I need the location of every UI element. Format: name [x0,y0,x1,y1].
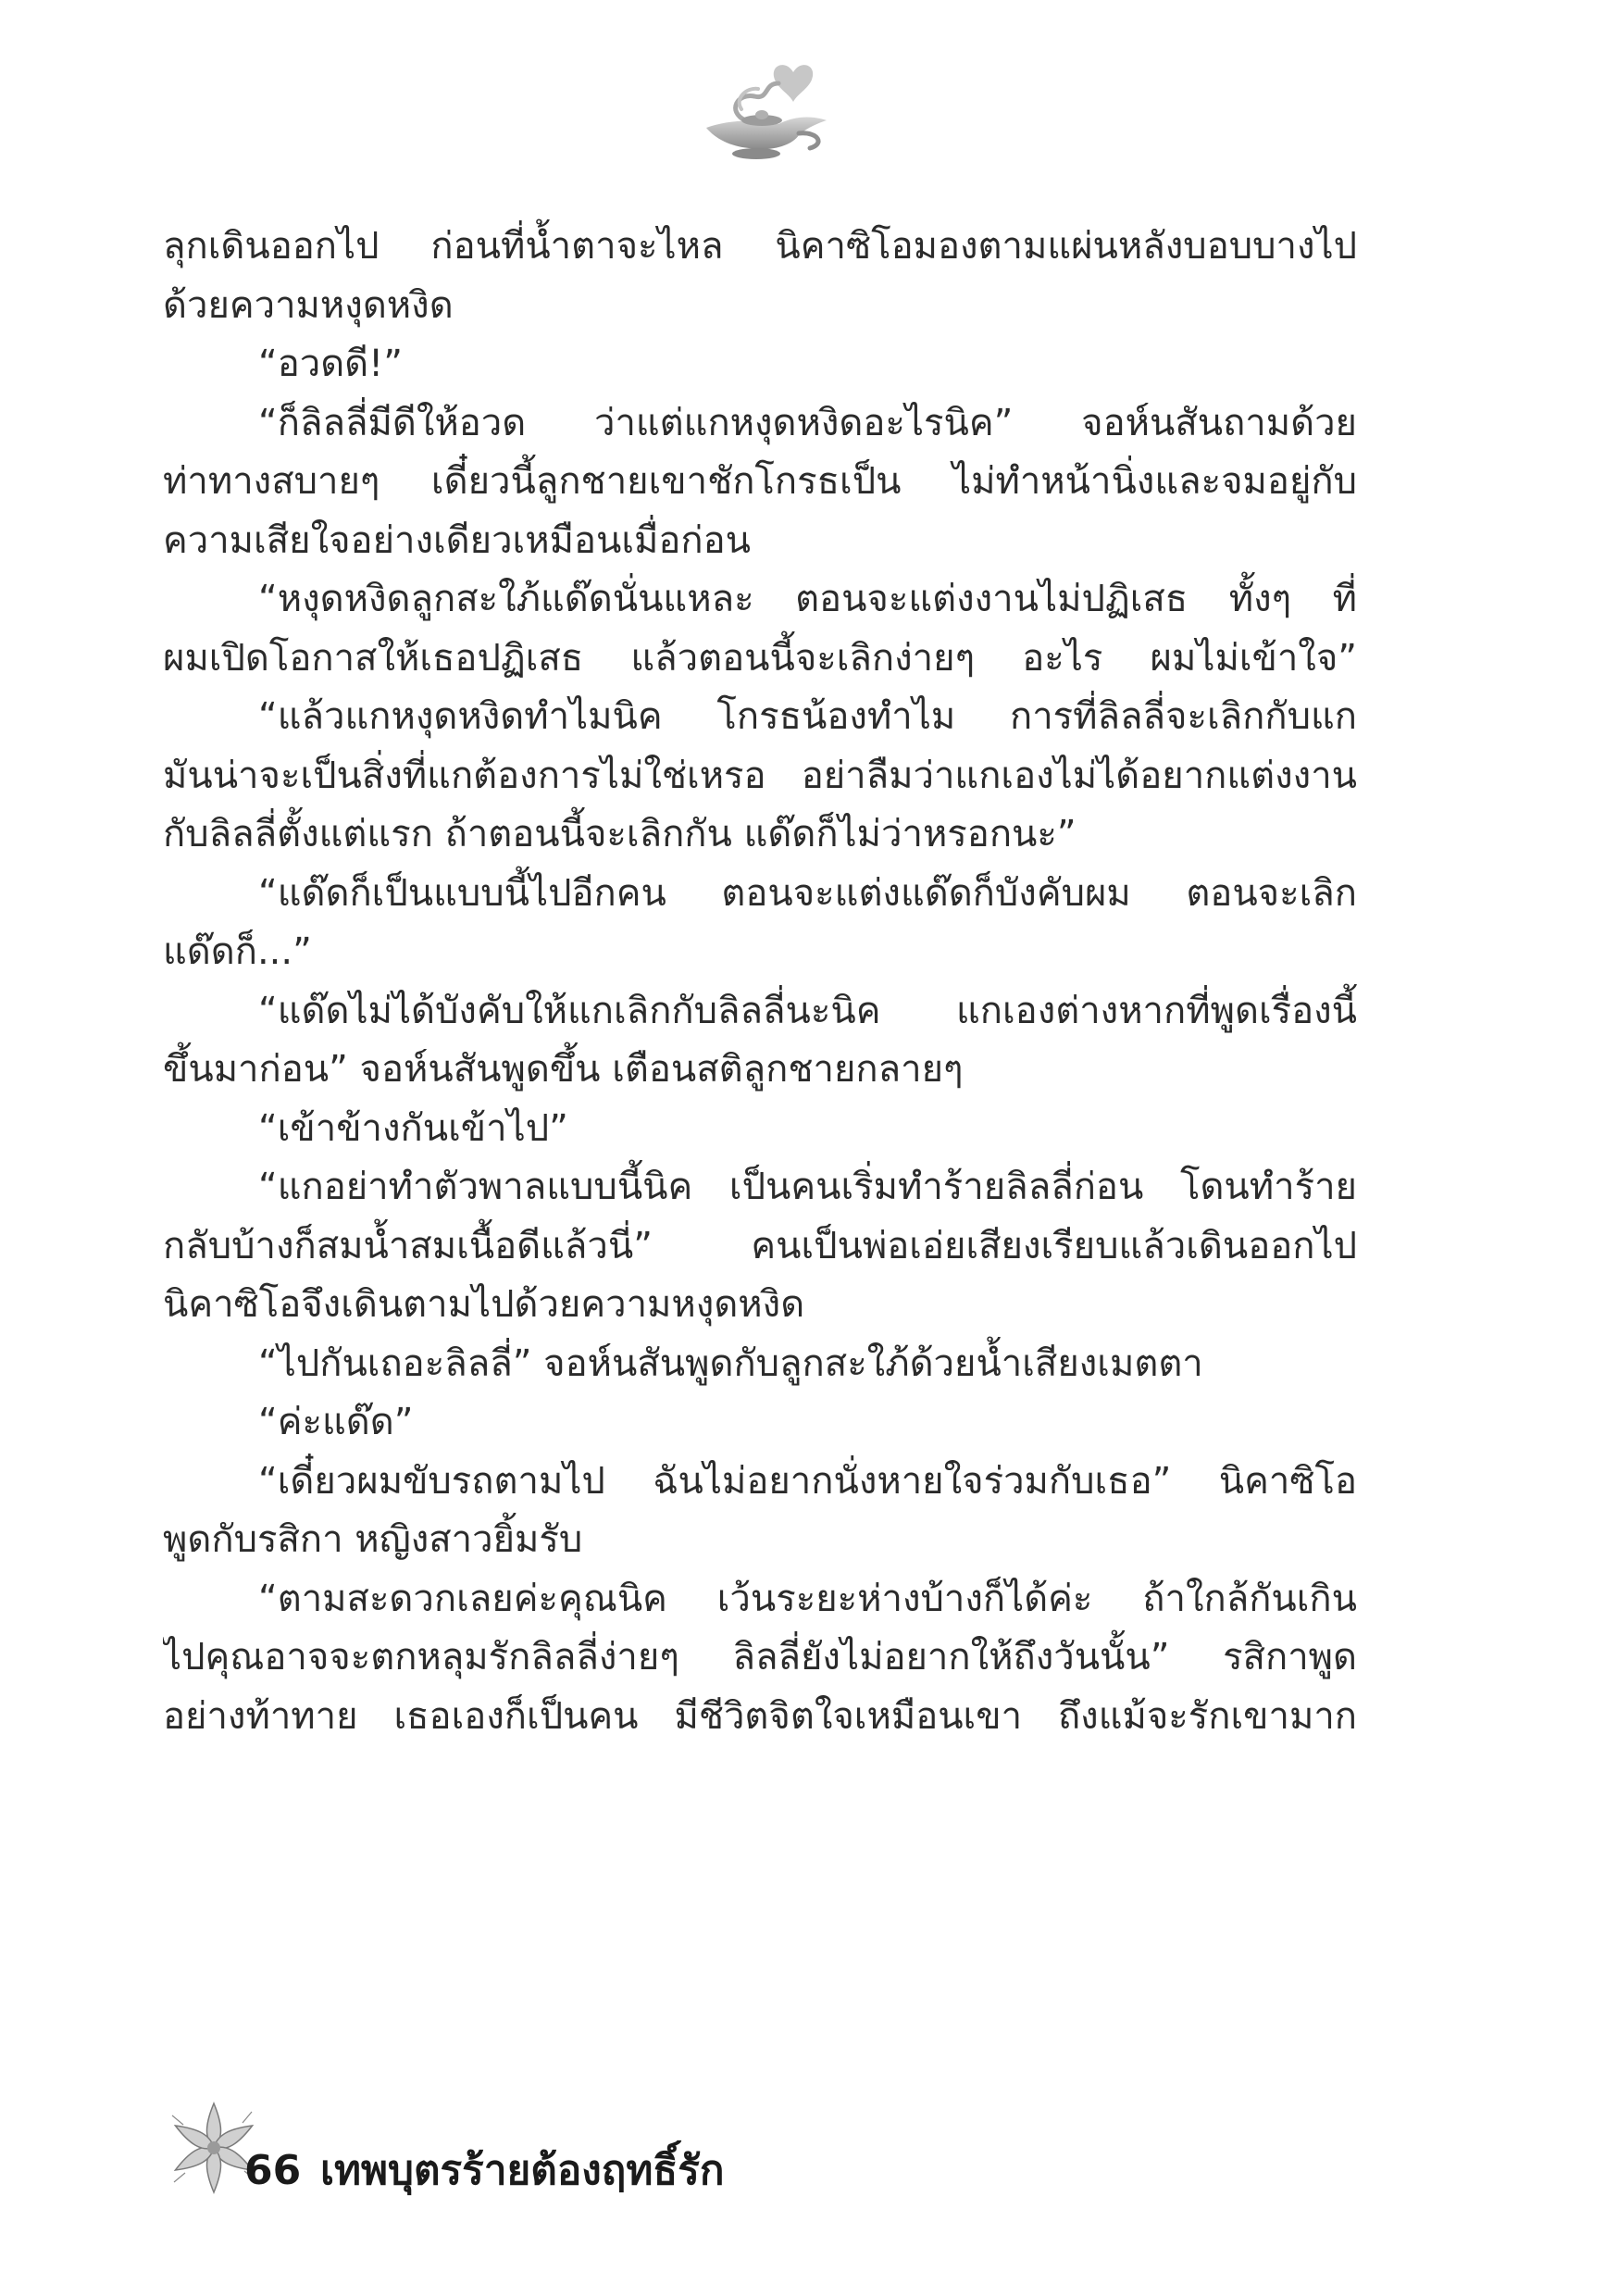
page-footer [163,2097,996,2208]
text-line: ไปคุณอาจจะตกหลุมรักลิลลี่ง่ายๆ ลิลลี่ยังไม่อยากให้ถึงวันนั้น” รสิกาพูด [163,1636,1357,1678]
text-line: “แด๊ดไม่ได้บังคับให้แกเลิกกับลิลลี่นะนิค แกเองต่างหากที่พูดเรื่องนี้ [258,989,1357,1032]
text-line: มันน่าจะเป็นสิ่งที่แกต้องการไม่ใช่เหรอ อย่าลืมว่าแกเองไม่ได้อยากแต่งงาน [163,754,1357,797]
text-line: ผมเปิดโอกาสให้เธอปฏิเสธ แล้วตอนนี้จะเลิกง่ายๆ อะไร ผมไม่เข้าใจ” [163,636,1357,680]
text-line: “ไปกันเถอะลิลลี่” จอห์นสันพูดกับลูกสะใภ้ด้วยน้ำเสียงเมตตา [258,1341,1203,1385]
text-line: นิคาซิโอจึงเดินตามไปด้วยความหงุดหงิด [163,1283,805,1326]
text-line: ด้วยความหงุดหงิด [163,283,454,327]
text-line: “ก็ลิลลี่มีดีให้อวด ว่าแต่แกหงุดหงิดอะไรนิค” จอห์นสันถามด้วย [258,401,1357,444]
text-line: ลุกเดินออกไป ก่อนที่น้ำตาจะไหล นิคาซิโอมองตามแผ่นหลังบอบบางไป [163,225,1357,268]
text-line: อย่างท้าทาย เธอเองก็เป็นคน มีชีวิตจิตใจเหมือนเขา ถึงแม้จะรักเขามาก [163,1694,1357,1738]
text-line: แด๊ดก็...” [163,930,312,973]
text-line: พูดกับรสิกา หญิงสาวยิ้มรับ [163,1518,583,1561]
text-line: “แกอย่าทำตัวพาลแบบนี้นิค เป็นคนเริ่มทำร้ายลิลลี่ก่อน โดนทำร้าย [258,1166,1357,1208]
text-line: ขึ้นมาก่อน” จอห์นสันพูดขึ้น เตือนสติลูกชายกลายๆ [163,1048,964,1091]
text-line: ความเสียใจอย่างเดียวเหมือนเมื่อก่อน [163,518,751,562]
page-number: 66 [244,2147,302,2194]
text-line: “แล้วแกหงุดหงิดทำไมนิค โกรธน้องทำไม การที่ลิลลี่จะเลิกกับแก [258,695,1357,738]
page-body-text [163,218,1357,1746]
text-line: “อวดดี!” [258,343,403,385]
text-line: “ตามสะดวกเลยค่ะคุณนิค เว้นระยะห่างบ้างก็ได้ค่ะ ถ้าใกล้กันเกิน [258,1577,1357,1620]
text-line: ท่าทางสบายๆ เดี๋ยวนี้ลูกชายเขาชักโกรธเป็น ไม่ทำหน้านิ่งและจมอยู่กับ [163,460,1357,503]
text-line: “หงุดหงิดลูกสะใภ้แด๊ดนั่นแหละ ตอนจะแต่งงานไม่ปฏิเสธ ทั้งๆ ที่ [258,578,1357,620]
text-line: “เดี๋ยวผมขับรถตามไป ฉันไม่อยากนั่งหายใจร่วมกับเธอ” นิคาซิโอ [258,1459,1357,1503]
text-line: “แด๊ดก็เป็นแบบนี้ไปอีกคน ตอนจะแต่งแด๊ดก็บังคับผม ตอนจะเลิก [258,871,1357,915]
text-line: กลับบ้างก็สมน้ำสมเนื้อดีแล้วนี่” คนเป็นพ่อเอ่ยเสียงเรียบแล้วเดินออกไป [163,1224,1357,1267]
book-title: เทพบุตรร้ายต้องฤทธิ์รัก [320,2147,725,2194]
genie-lamp-icon [690,56,838,162]
text-line: “เข้าข้างกันเข้าไป” [258,1106,568,1150]
text-line: “ค่ะแด๊ด” [258,1401,414,1443]
text-line: กับลิลลี่ตั้งแต่แรก ถ้าตอนนี้จะเลิกกัน แด๊ดก็ไม่ว่าหรอกนะ” [163,813,1077,855]
